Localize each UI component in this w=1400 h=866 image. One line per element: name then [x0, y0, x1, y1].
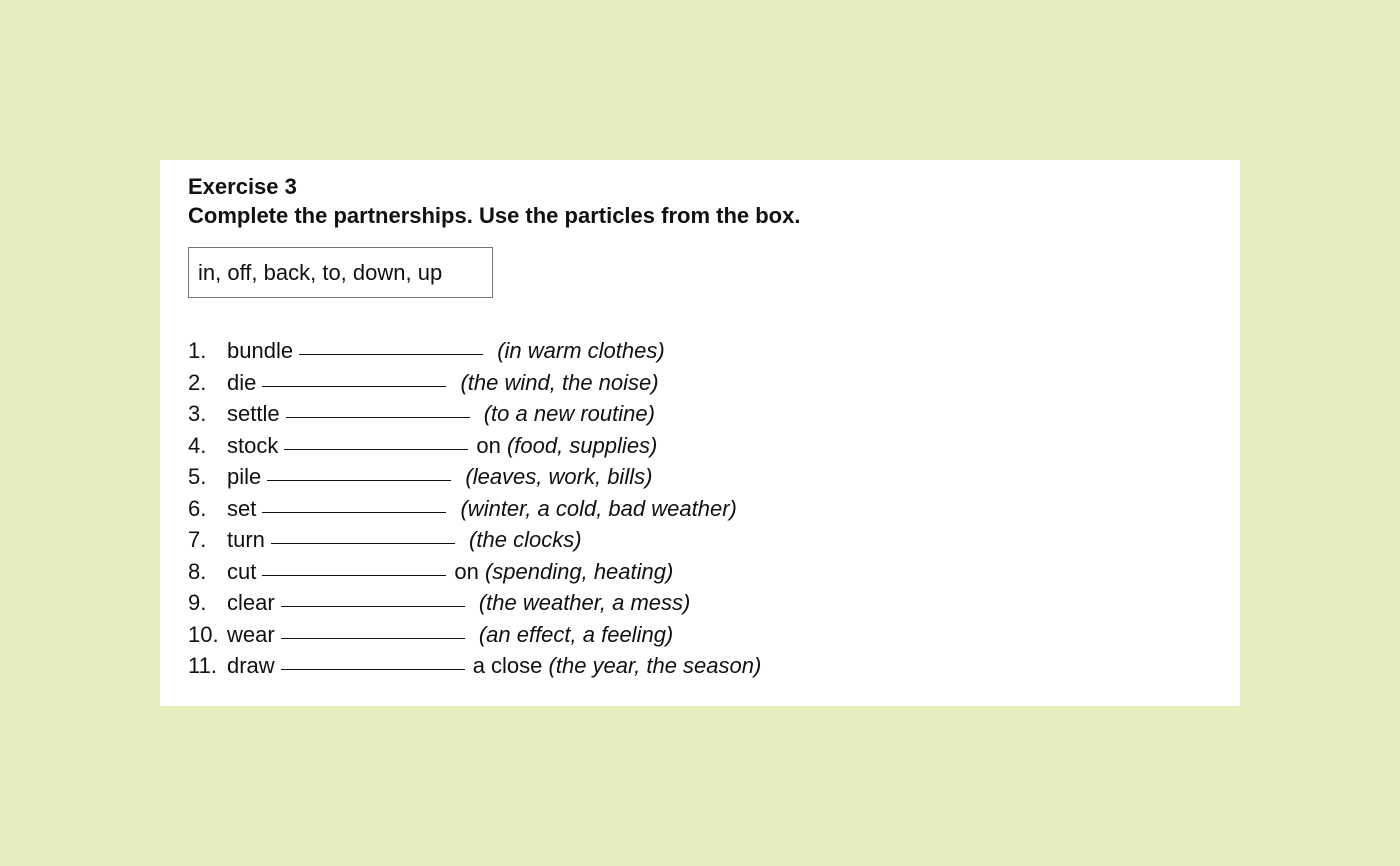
exercise-item — [188, 335, 761, 367]
item-verb: pile — [227, 464, 262, 489]
item-number: 4. — [188, 432, 207, 458]
item-number: 6. — [188, 495, 207, 521]
exercise-item — [188, 556, 761, 588]
item-verb: wear — [227, 621, 275, 647]
item-number: 3. — [188, 401, 207, 426]
exercise-item — [188, 524, 761, 556]
answer-blank[interactable] — [262, 574, 446, 576]
item-verb: turn — [227, 527, 265, 552]
item-hint: (in warm clothes) — [497, 338, 665, 363]
answer-blank[interactable] — [262, 511, 446, 513]
exercise-item — [188, 587, 761, 619]
answer-blank[interactable] — [271, 542, 455, 544]
answer-blank[interactable] — [281, 668, 465, 670]
exercise-item — [188, 619, 761, 651]
answer-blank[interactable] — [281, 637, 465, 639]
exercise-title: Exercise 3 — [188, 174, 297, 199]
item-hint: (food, supplies) — [506, 432, 658, 458]
item-verb: settle — [227, 401, 280, 426]
item-after: on — [454, 558, 479, 584]
item-verb: set — [227, 495, 257, 521]
exercise-item — [188, 398, 761, 430]
item-number: 5. — [188, 464, 207, 489]
item-hint: (winter, a cold, bad weather) — [460, 495, 737, 521]
answer-blank[interactable] — [281, 605, 465, 607]
item-after: on — [476, 432, 501, 458]
item-hint: (the weather, a mess) — [478, 590, 691, 615]
exercise-sheet — [160, 160, 1240, 706]
item-hint: (the year, the season) — [548, 653, 762, 678]
item-verb: bundle — [227, 338, 294, 363]
item-verb: die — [227, 369, 257, 395]
item-number: 7. — [188, 527, 207, 552]
item-number: 1. — [188, 338, 207, 363]
item-verb: clear — [227, 590, 275, 615]
exercise-items — [188, 335, 761, 682]
item-hint: (the wind, the noise) — [460, 369, 659, 395]
item-verb: stock — [227, 432, 279, 458]
particle-box: in, off, back, to, down, up — [188, 247, 493, 298]
exercise-item — [188, 461, 761, 493]
answer-blank[interactable] — [262, 385, 446, 387]
item-verb: cut — [227, 558, 257, 584]
answer-blank[interactable] — [299, 353, 483, 355]
item-verb: draw — [227, 653, 275, 678]
exercise-item — [188, 650, 761, 682]
answer-blank[interactable] — [284, 448, 468, 450]
answer-blank[interactable] — [286, 416, 470, 418]
item-hint: (leaves, work, bills) — [465, 464, 653, 489]
item-hint: (an effect, a feeling) — [478, 621, 674, 647]
item-number: 9. — [188, 590, 207, 615]
item-number: 11. — [188, 653, 217, 678]
exercise-instruction: Complete the partnerships. Use the particles from the box. — [188, 203, 801, 228]
item-number: 10. — [188, 621, 219, 647]
item-hint: (to a new routine) — [483, 401, 655, 426]
item-number: 2. — [188, 369, 207, 395]
exercise-item — [188, 430, 761, 462]
exercise-item — [188, 493, 761, 525]
answer-blank[interactable] — [267, 479, 451, 481]
exercise-item — [188, 367, 761, 399]
item-after: a close — [472, 653, 543, 678]
item-number: 8. — [188, 558, 207, 584]
item-hint: (spending, heating) — [484, 558, 674, 584]
item-hint: (the clocks) — [469, 527, 582, 552]
